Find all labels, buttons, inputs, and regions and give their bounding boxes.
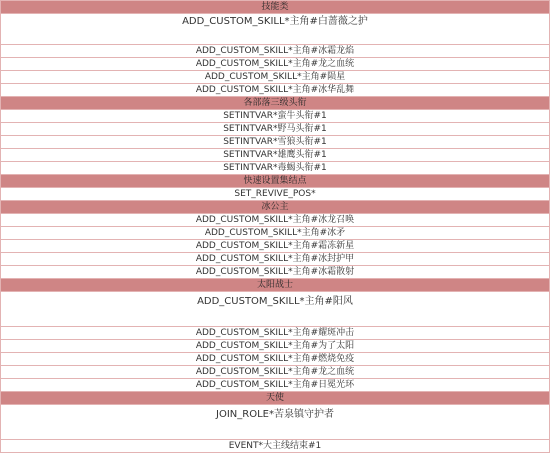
- code-cell: ADD_CUSTOM_SKILL*主角#耀斑冲击: [1, 327, 550, 340]
- code-cell: SETINTVAR*蛮牛头衔#1: [1, 110, 550, 123]
- table-row: [1, 58, 550, 71]
- code-cell: JOIN_ROLE*苦泉镇守护者: [1, 405, 550, 440]
- code-cell: SETINTVAR*野马头衔#1: [1, 123, 550, 136]
- code-cell: SET_REVIVE_POS*: [1, 188, 550, 201]
- code-cell: ADD_CUSTOM_SKILL*主角#霜冻新星: [1, 240, 550, 253]
- table-row: [1, 227, 550, 240]
- section-header-row: [1, 175, 550, 188]
- section-header-row: [1, 97, 550, 110]
- cheat-code-table-body: [1, 1, 550, 453]
- code-cell: ADD_CUSTOM_SKILL*主角#冰霜龙焰: [1, 45, 550, 58]
- section-header: 太阳战士: [1, 279, 550, 292]
- table-row: [1, 266, 550, 279]
- section-header: 各部落三级头衔: [1, 97, 550, 110]
- table-row: [1, 71, 550, 84]
- table-row: [1, 45, 550, 58]
- code-cell: ADD_CUSTOM_SKILL*主角#冰龙召唤: [1, 214, 550, 227]
- table-row: [1, 379, 550, 392]
- table-row: [1, 84, 550, 97]
- code-cell: EVENT*大主线结束#1: [1, 440, 550, 453]
- table-row: [1, 214, 550, 227]
- table-row: [1, 14, 550, 45]
- code-cell: ADD_CUSTOM_SKILL*主角#日冕光环: [1, 379, 550, 392]
- table-row: [1, 162, 550, 175]
- code-cell: ADD_CUSTOM_SKILL*主角#冰封护甲: [1, 253, 550, 266]
- table-row: [1, 353, 550, 366]
- table-row: [1, 136, 550, 149]
- section-header: 技能类: [1, 1, 550, 14]
- table-row: [1, 405, 550, 440]
- code-cell: ADD_CUSTOM_SKILL*主角#冰华乱舞: [1, 84, 550, 97]
- table-row: [1, 188, 550, 201]
- code-cell: ADD_CUSTOM_SKILL*主角#冰矛: [1, 227, 550, 240]
- section-header-row: [1, 201, 550, 214]
- table-row: [1, 340, 550, 353]
- code-cell: ADD_CUSTOM_SKILL*主角#阳风: [1, 292, 550, 327]
- code-cell: ADD_CUSTOM_SKILL*主角#白蔷薇之护: [1, 14, 550, 45]
- table-row: [1, 440, 550, 453]
- code-cell: ADD_CUSTOM_SKILL*主角#龙之血统: [1, 58, 550, 71]
- table-row: [1, 123, 550, 136]
- code-cell: SETINTVAR*毒蝎头衔#1: [1, 162, 550, 175]
- table-row: [1, 240, 550, 253]
- code-cell: ADD_CUSTOM_SKILL*主角#冰霜散射: [1, 266, 550, 279]
- table-row: [1, 366, 550, 379]
- table-row: [1, 253, 550, 266]
- section-header: 快速设置集结点: [1, 175, 550, 188]
- code-cell: SETINTVAR*雄鹰头衔#1: [1, 149, 550, 162]
- code-cell: ADD_CUSTOM_SKILL*主角#陨星: [1, 71, 550, 84]
- section-header-row: [1, 1, 550, 14]
- code-cell: ADD_CUSTOM_SKILL*主角#为了太阳: [1, 340, 550, 353]
- code-cell: ADD_CUSTOM_SKILL*主角#燃烧免疫: [1, 353, 550, 366]
- section-header: 冰公主: [1, 201, 550, 214]
- table-row: [1, 292, 550, 327]
- table-row: [1, 110, 550, 123]
- code-cell: ADD_CUSTOM_SKILL*主角#龙之血统: [1, 366, 550, 379]
- code-cell: SETINTVAR*雪狼头衔#1: [1, 136, 550, 149]
- table-row: [1, 149, 550, 162]
- section-header-row: [1, 279, 550, 292]
- section-header: 天使: [1, 392, 550, 405]
- table-row: [1, 327, 550, 340]
- section-header-row: [1, 392, 550, 405]
